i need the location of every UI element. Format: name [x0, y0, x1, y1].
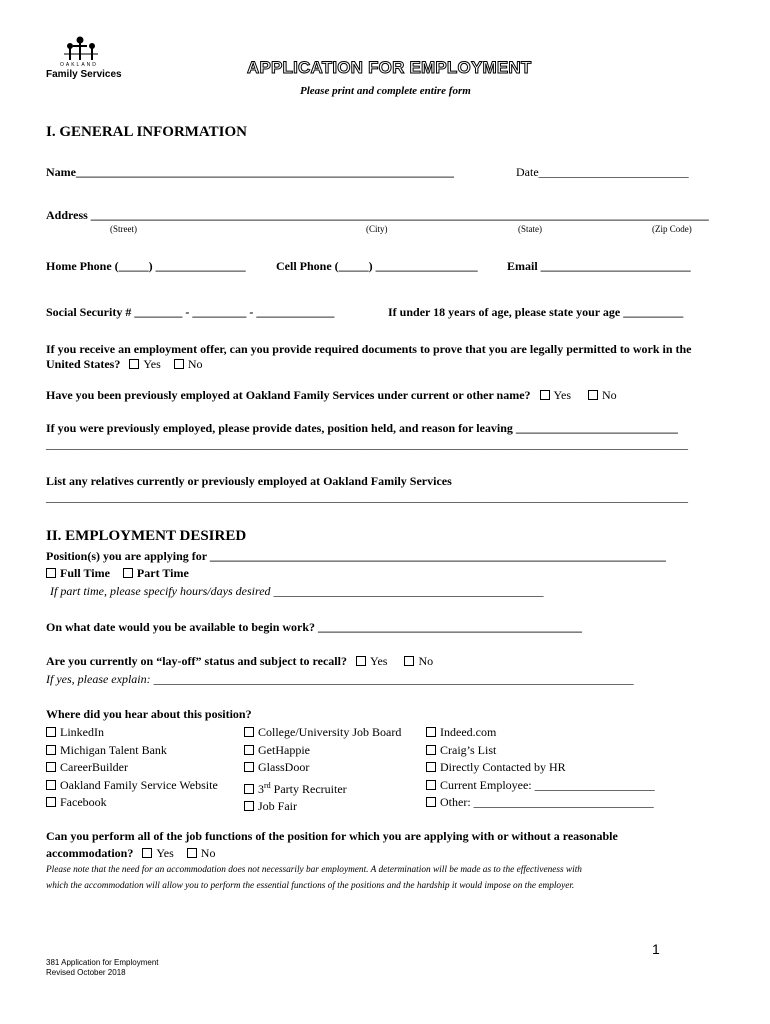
- previous-no-checkbox[interactable]: [588, 390, 598, 400]
- age-field[interactable]: If under 18 years of age, please state your age __________: [388, 305, 684, 319]
- list-item[interactable]: [46, 724, 218, 742]
- list-item[interactable]: [46, 759, 218, 777]
- source-label: GlassDoor: [258, 760, 310, 774]
- list-item[interactable]: [46, 794, 218, 812]
- accommodation-question-row: [46, 846, 215, 861]
- list-item[interactable]: [426, 724, 655, 742]
- logo-name: Family Services: [46, 69, 122, 80]
- source-checkbox[interactable]: [426, 762, 436, 772]
- accommodation-no-label: No: [200, 846, 216, 860]
- layoff-yes-checkbox[interactable]: [356, 656, 366, 666]
- sources-column-1: [46, 724, 218, 812]
- source-label: 3rd Party Recruiter: [258, 780, 347, 796]
- form-subtitle: Please print and complete entire form: [300, 85, 471, 97]
- name-field[interactable]: Name_______________________________________________________________: [46, 165, 454, 179]
- source-label: Job Fair: [258, 799, 297, 813]
- source-label: Michigan Talent Bank: [60, 742, 167, 757]
- list-item[interactable]: [244, 742, 401, 760]
- accommodation-yes-checkbox[interactable]: [142, 848, 152, 858]
- documents-question: If you receive an employment offer, can you provide required documents to prove that you are legally permitted to work in the: [46, 342, 692, 356]
- source-label: Craig’s List: [440, 742, 497, 757]
- source-label: Indeed.com: [440, 725, 497, 739]
- list-item[interactable]: [46, 742, 218, 760]
- source-label: Facebook: [60, 795, 107, 809]
- part-time-checkbox[interactable]: [123, 568, 133, 578]
- previous-employment-question-row: [46, 388, 617, 403]
- full-time-label: Full Time: [60, 566, 110, 580]
- list-item[interactable]: [244, 724, 401, 742]
- source-label: GetHappie: [258, 742, 310, 757]
- source-checkbox[interactable]: [46, 762, 56, 772]
- accommodation-note-line2: which the accommodation will allow you to perform the essential functions of the positions and the hardship it would impose on the employer.: [46, 881, 575, 891]
- accommodation-note-line1: Please note that the need for an accommodation does not necessarily bar employment. A determination will be made as to the effectiveness with: [46, 865, 582, 875]
- section-general-heading: I. GENERAL INFORMATION: [46, 124, 247, 140]
- source-checkbox[interactable]: [244, 762, 254, 772]
- part-time-hours-field[interactable]: If part time, please specify hours/days desired _____________________________________________: [50, 584, 544, 598]
- revised-date: Revised October 2018: [46, 968, 126, 977]
- documents-yes-label: Yes: [143, 357, 161, 371]
- documents-no-checkbox[interactable]: [174, 359, 184, 369]
- layoff-explain-field[interactable]: If yes, please explain: ________________________________________________________________________________: [46, 672, 634, 686]
- logo: [40, 36, 130, 86]
- source-checkbox[interactable]: [46, 780, 56, 790]
- list-item[interactable]: [46, 777, 218, 795]
- source-label: LinkedIn: [60, 725, 104, 739]
- source-checkbox[interactable]: [244, 801, 254, 811]
- accommodation-yes-label: Yes: [156, 846, 174, 860]
- source-label: Current Employee: ____________________: [440, 777, 655, 792]
- layoff-yes-label: Yes: [369, 654, 388, 668]
- source-checkbox[interactable]: [244, 784, 254, 794]
- source-checkbox[interactable]: [426, 797, 436, 807]
- street-label: (Street): [110, 224, 137, 234]
- documents-question-line2: [46, 357, 202, 372]
- home-phone-field[interactable]: Home Phone (_____) _______________: [46, 259, 246, 273]
- source-checkbox[interactable]: [46, 727, 56, 737]
- previous-yes-checkbox[interactable]: [540, 390, 550, 400]
- city-label: (City): [366, 224, 388, 234]
- relatives-field[interactable]: List any relatives currently or previously employed at Oakland Family Services: [46, 474, 452, 488]
- form-title: APPLICATION FOR EMPLOYMENT: [247, 58, 532, 77]
- source-label: Other: ______________________________: [440, 795, 654, 809]
- cell-phone-field[interactable]: Cell Phone (_____) _________________: [276, 259, 478, 273]
- source-label: Oakland Family Service Website: [60, 777, 218, 792]
- source-checkbox[interactable]: [46, 745, 56, 755]
- previous-employment-question: Have you been previously employed at Oakland Family Services under current or other name?: [46, 388, 531, 402]
- state-label: (State): [518, 224, 542, 234]
- source-checkbox[interactable]: [244, 727, 254, 737]
- list-item[interactable]: [426, 759, 655, 777]
- accommodation-question-end: accommodation?: [46, 846, 134, 860]
- employment-type-row: [46, 566, 189, 581]
- previous-yes-label: Yes: [553, 388, 572, 402]
- source-checkbox[interactable]: [46, 797, 56, 807]
- address-field[interactable]: Address _______________________________________________________________________________________________________: [46, 208, 709, 222]
- source-checkbox[interactable]: [426, 780, 436, 790]
- previous-no-label: No: [602, 388, 617, 402]
- section-employment-heading: II. EMPLOYMENT DESIRED: [46, 528, 247, 544]
- layoff-no-checkbox[interactable]: [404, 656, 414, 666]
- logo-small-text: OAKLAND: [60, 62, 98, 68]
- source-label: Directly Contacted by HR: [440, 760, 566, 774]
- accommodation-no-checkbox[interactable]: [187, 848, 197, 858]
- ssn-field[interactable]: Social Security # ________ - _________ - _____________: [46, 305, 335, 319]
- layoff-question-row: [46, 654, 433, 669]
- relatives-line2[interactable]: ___________________________________________________________________________________________________________: [46, 490, 688, 504]
- source-checkbox[interactable]: [426, 745, 436, 755]
- list-item[interactable]: [244, 798, 401, 816]
- hear-about-question: Where did you hear about this position?: [46, 707, 252, 721]
- source-label: CareerBuilder: [60, 760, 128, 774]
- zip-label: (Zip Code): [652, 224, 692, 234]
- list-item[interactable]: [244, 759, 401, 777]
- layoff-no-label: No: [418, 654, 434, 668]
- previous-details-field[interactable]: If you were previously employed, please provide dates, position held, and reason for leaving ___________________________: [46, 421, 678, 435]
- page-number: 1: [652, 941, 660, 957]
- list-item[interactable]: [426, 777, 655, 795]
- documents-question-end: United States?: [46, 357, 121, 371]
- list-item[interactable]: [426, 742, 655, 760]
- form-id: 381 Application for Employment: [46, 958, 159, 967]
- documents-yes-checkbox[interactable]: [129, 359, 139, 369]
- source-label: College/University Job Board: [258, 725, 402, 739]
- email-field[interactable]: Email _________________________: [507, 259, 691, 273]
- positions-field[interactable]: Position(s) you are applying for ____________________________________________________________________________: [46, 549, 666, 563]
- layoff-question: Are you currently on “lay-off” status and subject to recall?: [46, 654, 347, 668]
- documents-no-label: No: [187, 357, 203, 371]
- start-date-field[interactable]: On what date would you be available to begin work? ____________________________________________: [46, 620, 583, 634]
- sources-column-2: [244, 724, 401, 816]
- list-item[interactable]: [426, 794, 655, 812]
- full-time-checkbox[interactable]: [46, 568, 56, 578]
- date-field[interactable]: Date_________________________: [516, 165, 689, 179]
- part-time-label: Part Time: [136, 566, 189, 580]
- accommodation-question: Can you perform all of the job functions of the position for which you are applying with or without a reasonable: [46, 829, 618, 843]
- list-item[interactable]: [244, 777, 401, 799]
- sources-column-3: [426, 724, 655, 812]
- source-checkbox[interactable]: [244, 745, 254, 755]
- previous-details-line2[interactable]: ___________________________________________________________________________________________________________: [46, 437, 688, 451]
- source-checkbox[interactable]: [426, 727, 436, 737]
